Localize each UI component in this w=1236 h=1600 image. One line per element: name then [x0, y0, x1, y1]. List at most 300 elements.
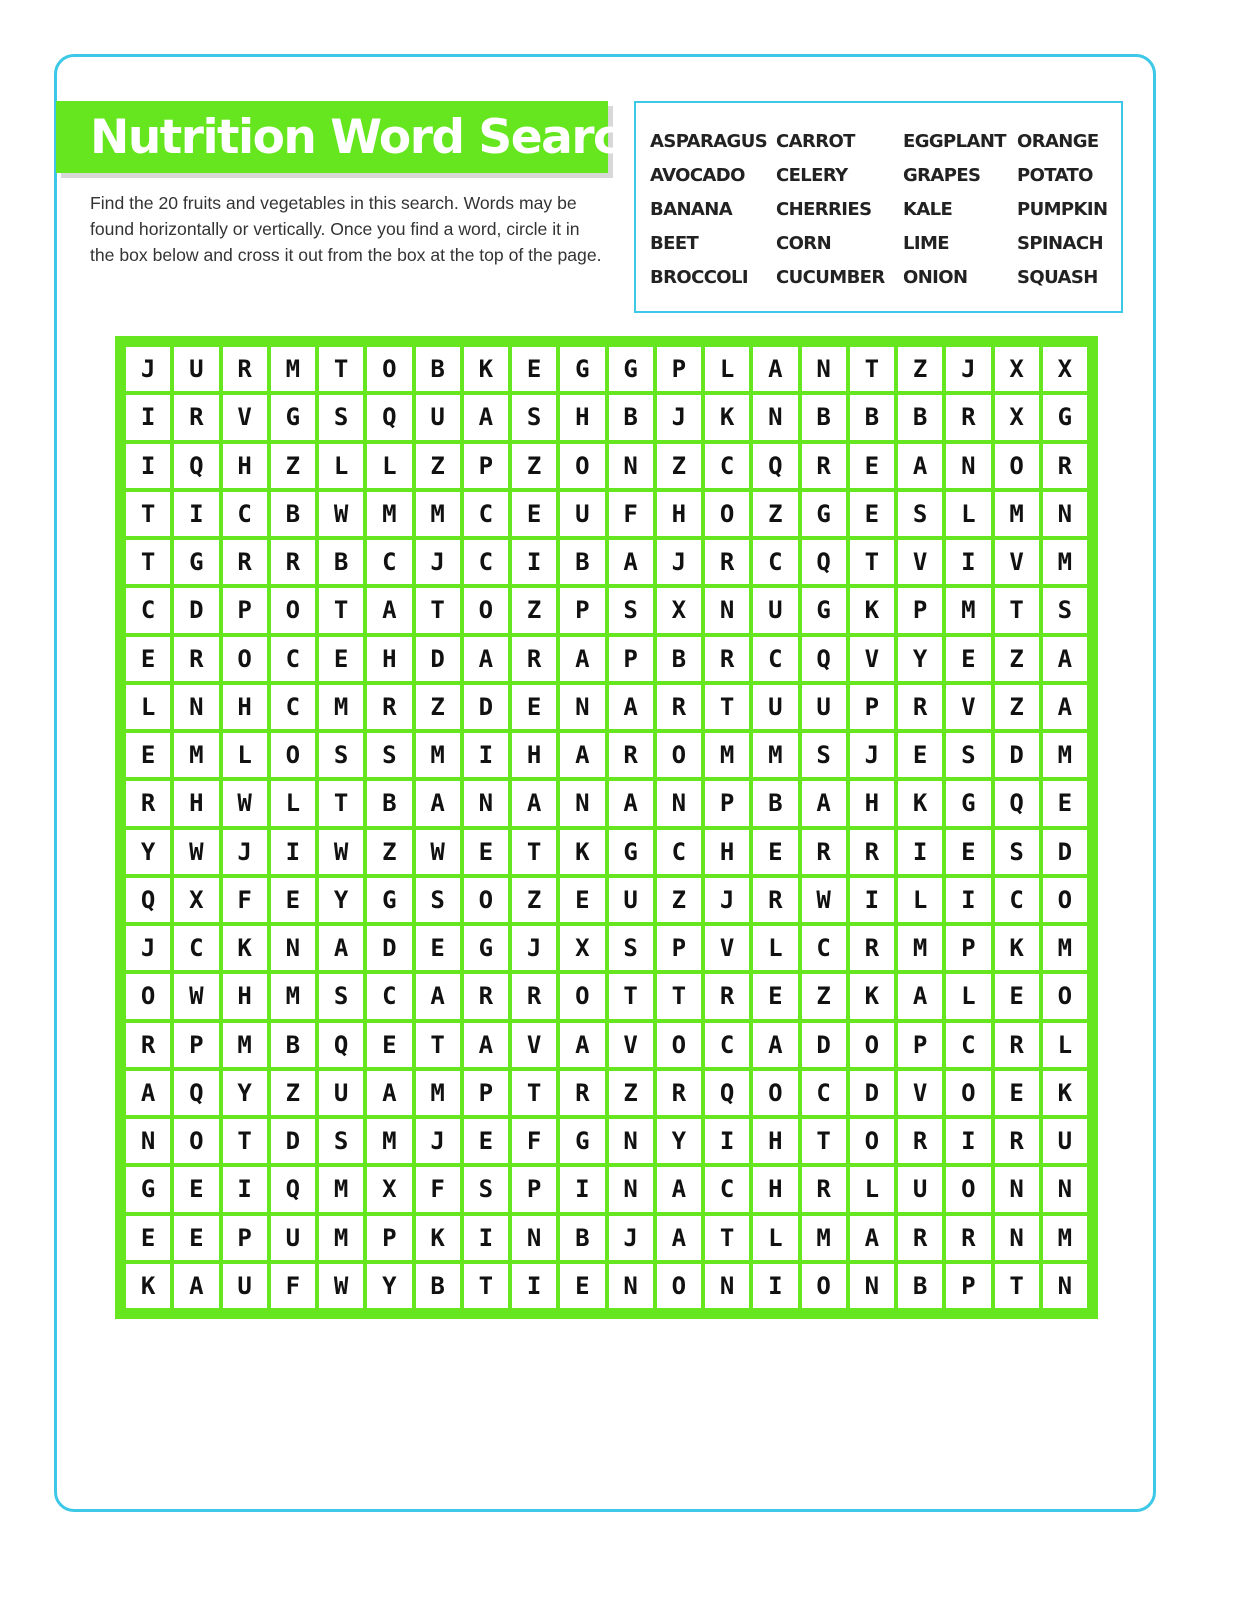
grid-cell[interactable]: R	[850, 830, 894, 874]
grid-cell[interactable]: S	[319, 1119, 363, 1163]
grid-cell[interactable]: R	[223, 347, 267, 391]
grid-cell[interactable]: G	[609, 830, 653, 874]
grid-cell[interactable]: F	[609, 492, 653, 536]
grid-cell[interactable]: Q	[995, 781, 1039, 825]
grid-cell[interactable]: A	[560, 733, 604, 777]
grid-cell[interactable]: K	[705, 395, 749, 439]
grid-cell[interactable]: Z	[802, 974, 846, 1018]
grid-cell[interactable]: D	[174, 588, 218, 632]
grid-cell[interactable]: J	[512, 926, 556, 970]
grid-cell[interactable]: U	[898, 1167, 942, 1211]
grid-cell[interactable]: A	[850, 1216, 894, 1260]
grid-cell[interactable]: A	[464, 395, 508, 439]
grid-cell[interactable]: B	[271, 492, 315, 536]
grid-cell[interactable]: M	[367, 1119, 411, 1163]
grid-cell[interactable]: R	[995, 1119, 1039, 1163]
grid-cell[interactable]: R	[753, 878, 797, 922]
grid-cell[interactable]: B	[560, 540, 604, 584]
grid-cell[interactable]: P	[946, 926, 990, 970]
word-bank-item[interactable]: CHERRIES	[776, 199, 872, 220]
grid-cell[interactable]: E	[174, 1216, 218, 1260]
grid-cell[interactable]: R	[802, 1167, 846, 1211]
grid-cell[interactable]: C	[464, 540, 508, 584]
grid-cell[interactable]: G	[464, 926, 508, 970]
grid-cell[interactable]: E	[1043, 781, 1087, 825]
grid-cell[interactable]: Y	[223, 1071, 267, 1115]
grid-cell[interactable]: H	[560, 395, 604, 439]
grid-cell[interactable]: G	[271, 395, 315, 439]
grid-cell[interactable]: I	[753, 1264, 797, 1308]
grid-cell[interactable]: I	[512, 1264, 556, 1308]
grid-cell[interactable]: R	[560, 1071, 604, 1115]
grid-cell[interactable]: P	[512, 1167, 556, 1211]
grid-cell[interactable]: O	[657, 733, 701, 777]
grid-cell[interactable]: T	[416, 588, 460, 632]
grid-cell[interactable]: T	[850, 347, 894, 391]
grid-cell[interactable]: O	[223, 637, 267, 681]
grid-cell[interactable]: N	[609, 1264, 653, 1308]
grid-cell[interactable]: A	[898, 974, 942, 1018]
grid-cell[interactable]: K	[1043, 1071, 1087, 1115]
word-bank-item[interactable]: ASPARAGUS	[650, 131, 768, 152]
grid-cell[interactable]: R	[174, 395, 218, 439]
grid-cell[interactable]: R	[705, 637, 749, 681]
grid-cell[interactable]: D	[850, 1071, 894, 1115]
grid-cell[interactable]: B	[560, 1216, 604, 1260]
grid-cell[interactable]: B	[898, 1264, 942, 1308]
grid-cell[interactable]: M	[802, 1216, 846, 1260]
grid-cell[interactable]: Q	[174, 1071, 218, 1115]
grid-cell[interactable]: Z	[995, 637, 1039, 681]
grid-cell[interactable]: E	[126, 637, 170, 681]
grid-cell[interactable]: A	[416, 974, 460, 1018]
word-bank-item[interactable]: SPINACH	[1017, 233, 1103, 254]
grid-cell[interactable]: C	[367, 974, 411, 1018]
grid-cell[interactable]: C	[367, 540, 411, 584]
grid-cell[interactable]: I	[898, 830, 942, 874]
grid-cell[interactable]: Y	[319, 878, 363, 922]
grid-cell[interactable]: L	[946, 492, 990, 536]
grid-cell[interactable]: I	[946, 1119, 990, 1163]
grid-cell[interactable]: R	[126, 1023, 170, 1067]
grid-cell[interactable]: C	[223, 492, 267, 536]
grid-cell[interactable]: X	[1043, 347, 1087, 391]
grid-cell[interactable]: S	[367, 733, 411, 777]
grid-cell[interactable]: T	[512, 830, 556, 874]
grid-cell[interactable]: Z	[512, 588, 556, 632]
grid-cell[interactable]: L	[367, 444, 411, 488]
grid-cell[interactable]: L	[223, 733, 267, 777]
grid-cell[interactable]: E	[126, 1216, 170, 1260]
grid-cell[interactable]: U	[416, 395, 460, 439]
grid-cell[interactable]: P	[898, 1023, 942, 1067]
grid-cell[interactable]: G	[802, 588, 846, 632]
grid-cell[interactable]: M	[367, 492, 411, 536]
grid-cell[interactable]: O	[657, 1264, 701, 1308]
grid-cell[interactable]: R	[512, 974, 556, 1018]
grid-cell[interactable]: A	[898, 444, 942, 488]
grid-cell[interactable]: Y	[126, 830, 170, 874]
grid-cell[interactable]: E	[271, 878, 315, 922]
word-bank-item[interactable]: AVOCADO	[650, 165, 745, 186]
grid-cell[interactable]: M	[174, 733, 218, 777]
grid-cell[interactable]: P	[464, 444, 508, 488]
grid-cell[interactable]: C	[271, 637, 315, 681]
grid-cell[interactable]: K	[850, 974, 894, 1018]
grid-cell[interactable]: A	[126, 1071, 170, 1115]
grid-cell[interactable]: R	[898, 685, 942, 729]
grid-cell[interactable]: N	[753, 395, 797, 439]
word-bank-item[interactable]: SQUASH	[1017, 267, 1098, 288]
grid-cell[interactable]: C	[802, 1071, 846, 1115]
grid-cell[interactable]: W	[174, 974, 218, 1018]
grid-cell[interactable]: C	[464, 492, 508, 536]
grid-cell[interactable]: L	[850, 1167, 894, 1211]
grid-cell[interactable]: G	[1043, 395, 1087, 439]
grid-cell[interactable]: M	[416, 1071, 460, 1115]
grid-cell[interactable]: L	[126, 685, 170, 729]
grid-cell[interactable]: R	[609, 733, 653, 777]
grid-cell[interactable]: R	[802, 830, 846, 874]
grid-cell[interactable]: O	[705, 492, 749, 536]
grid-cell[interactable]: O	[174, 1119, 218, 1163]
grid-cell[interactable]: S	[609, 926, 653, 970]
grid-cell[interactable]: Q	[271, 1167, 315, 1211]
grid-cell[interactable]: N	[560, 685, 604, 729]
grid-cell[interactable]: L	[753, 926, 797, 970]
grid-cell[interactable]: N	[174, 685, 218, 729]
grid-cell[interactable]: Q	[753, 444, 797, 488]
grid-cell[interactable]: E	[512, 492, 556, 536]
grid-cell[interactable]: Z	[512, 444, 556, 488]
grid-cell[interactable]: A	[464, 637, 508, 681]
grid-cell[interactable]: A	[512, 781, 556, 825]
grid-cell[interactable]: T	[705, 685, 749, 729]
grid-cell[interactable]: C	[271, 685, 315, 729]
word-bank-item[interactable]: LIME	[903, 233, 949, 254]
grid-cell[interactable]: W	[319, 492, 363, 536]
grid-cell[interactable]: R	[271, 540, 315, 584]
grid-cell[interactable]: V	[705, 926, 749, 970]
grid-cell[interactable]: B	[416, 1264, 460, 1308]
grid-cell[interactable]: B	[319, 540, 363, 584]
grid-cell[interactable]: W	[174, 830, 218, 874]
grid-cell[interactable]: D	[271, 1119, 315, 1163]
grid-cell[interactable]: T	[657, 974, 701, 1018]
grid-cell[interactable]: H	[657, 492, 701, 536]
grid-cell[interactable]: E	[753, 830, 797, 874]
grid-cell[interactable]: J	[416, 1119, 460, 1163]
grid-cell[interactable]: E	[126, 733, 170, 777]
grid-cell[interactable]: Z	[753, 492, 797, 536]
grid-cell[interactable]: A	[367, 1071, 411, 1115]
word-bank-item[interactable]: BEET	[650, 233, 699, 254]
grid-cell[interactable]: O	[271, 733, 315, 777]
grid-cell[interactable]: I	[126, 395, 170, 439]
grid-cell[interactable]: D	[367, 926, 411, 970]
grid-cell[interactable]: F	[512, 1119, 556, 1163]
grid-cell[interactable]: U	[802, 685, 846, 729]
grid-cell[interactable]: O	[367, 347, 411, 391]
grid-cell[interactable]: U	[223, 1264, 267, 1308]
grid-cell[interactable]: N	[1043, 1167, 1087, 1211]
grid-cell[interactable]: Z	[898, 347, 942, 391]
grid-cell[interactable]: A	[657, 1216, 701, 1260]
grid-cell[interactable]: W	[319, 830, 363, 874]
grid-cell[interactable]: M	[753, 733, 797, 777]
grid-cell[interactable]: E	[946, 637, 990, 681]
grid-cell[interactable]: I	[946, 878, 990, 922]
grid-cell[interactable]: C	[657, 830, 701, 874]
word-bank-item[interactable]: CORN	[776, 233, 832, 254]
grid-cell[interactable]: J	[609, 1216, 653, 1260]
grid-cell[interactable]: N	[1043, 1264, 1087, 1308]
grid-cell[interactable]: B	[898, 395, 942, 439]
word-bank-item[interactable]: BANANA	[650, 199, 733, 220]
grid-cell[interactable]: R	[512, 637, 556, 681]
grid-cell[interactable]: P	[898, 588, 942, 632]
grid-cell[interactable]: U	[271, 1216, 315, 1260]
grid-cell[interactable]: V	[898, 1071, 942, 1115]
grid-cell[interactable]: T	[850, 540, 894, 584]
word-bank-item[interactable]: ONION	[903, 267, 968, 288]
grid-cell[interactable]: M	[319, 1167, 363, 1211]
grid-cell[interactable]: K	[995, 926, 1039, 970]
grid-cell[interactable]: M	[223, 1023, 267, 1067]
grid-cell[interactable]: Q	[126, 878, 170, 922]
grid-cell[interactable]: E	[416, 926, 460, 970]
grid-cell[interactable]: F	[223, 878, 267, 922]
word-bank-item[interactable]: BROCCOLI	[650, 267, 748, 288]
grid-cell[interactable]: P	[560, 588, 604, 632]
grid-cell[interactable]: I	[850, 878, 894, 922]
grid-cell[interactable]: A	[319, 926, 363, 970]
grid-cell[interactable]: E	[319, 637, 363, 681]
grid-cell[interactable]: I	[126, 444, 170, 488]
grid-cell[interactable]: E	[898, 733, 942, 777]
grid-cell[interactable]: E	[850, 444, 894, 488]
grid-cell[interactable]: R	[802, 444, 846, 488]
grid-cell[interactable]: C	[753, 540, 797, 584]
grid-cell[interactable]: F	[416, 1167, 460, 1211]
grid-cell[interactable]: S	[319, 974, 363, 1018]
grid-cell[interactable]: N	[802, 347, 846, 391]
grid-cell[interactable]: I	[705, 1119, 749, 1163]
grid-cell[interactable]: A	[753, 347, 797, 391]
grid-cell[interactable]: M	[898, 926, 942, 970]
grid-cell[interactable]: R	[705, 540, 749, 584]
grid-cell[interactable]: T	[319, 781, 363, 825]
grid-cell[interactable]: C	[753, 637, 797, 681]
grid-cell[interactable]: J	[223, 830, 267, 874]
grid-cell[interactable]: L	[753, 1216, 797, 1260]
grid-cell[interactable]: U	[319, 1071, 363, 1115]
word-bank-item[interactable]: PUMPKIN	[1017, 199, 1108, 220]
grid-cell[interactable]: C	[705, 444, 749, 488]
grid-cell[interactable]: N	[657, 781, 701, 825]
grid-cell[interactable]: H	[367, 637, 411, 681]
grid-cell[interactable]: A	[367, 588, 411, 632]
word-bank-item[interactable]: EGGPLANT	[903, 131, 1006, 152]
grid-cell[interactable]: U	[753, 588, 797, 632]
word-bank-item[interactable]: CARROT	[776, 131, 855, 152]
grid-cell[interactable]: A	[802, 781, 846, 825]
grid-cell[interactable]: C	[995, 878, 1039, 922]
grid-cell[interactable]: N	[512, 1216, 556, 1260]
grid-cell[interactable]: S	[319, 395, 363, 439]
grid-cell[interactable]: K	[850, 588, 894, 632]
grid-cell[interactable]: J	[126, 347, 170, 391]
grid-cell[interactable]: C	[802, 926, 846, 970]
grid-cell[interactable]: X	[995, 395, 1039, 439]
grid-cell[interactable]: K	[464, 347, 508, 391]
grid-cell[interactable]: V	[898, 540, 942, 584]
grid-cell[interactable]: O	[271, 588, 315, 632]
grid-cell[interactable]: Q	[705, 1071, 749, 1115]
grid-cell[interactable]: T	[802, 1119, 846, 1163]
grid-cell[interactable]: J	[126, 926, 170, 970]
grid-cell[interactable]: G	[609, 347, 653, 391]
grid-cell[interactable]: R	[1043, 444, 1087, 488]
grid-cell[interactable]: E	[946, 830, 990, 874]
grid-cell[interactable]: O	[850, 1023, 894, 1067]
grid-cell[interactable]: N	[705, 1264, 749, 1308]
grid-cell[interactable]: Y	[898, 637, 942, 681]
grid-cell[interactable]: N	[995, 1167, 1039, 1211]
grid-cell[interactable]: E	[995, 1071, 1039, 1115]
grid-cell[interactable]: P	[464, 1071, 508, 1115]
grid-cell[interactable]: K	[416, 1216, 460, 1260]
grid-cell[interactable]: E	[174, 1167, 218, 1211]
grid-cell[interactable]: Q	[319, 1023, 363, 1067]
grid-cell[interactable]: M	[946, 588, 990, 632]
grid-cell[interactable]: R	[223, 540, 267, 584]
grid-cell[interactable]: V	[223, 395, 267, 439]
grid-cell[interactable]: U	[560, 492, 604, 536]
grid-cell[interactable]: I	[464, 733, 508, 777]
grid-cell[interactable]: H	[174, 781, 218, 825]
grid-cell[interactable]: G	[367, 878, 411, 922]
grid-cell[interactable]: B	[271, 1023, 315, 1067]
grid-cell[interactable]: T	[995, 588, 1039, 632]
grid-cell[interactable]: R	[705, 974, 749, 1018]
grid-cell[interactable]: A	[609, 540, 653, 584]
grid-cell[interactable]: W	[416, 830, 460, 874]
grid-cell[interactable]: J	[946, 347, 990, 391]
grid-cell[interactable]: M	[319, 685, 363, 729]
grid-cell[interactable]: Z	[271, 444, 315, 488]
grid-cell[interactable]: I	[560, 1167, 604, 1211]
grid-cell[interactable]: A	[416, 781, 460, 825]
grid-cell[interactable]: P	[223, 588, 267, 632]
grid-cell[interactable]: R	[174, 637, 218, 681]
grid-cell[interactable]: L	[898, 878, 942, 922]
word-bank-item[interactable]: CUCUMBER	[776, 267, 885, 288]
grid-cell[interactable]: U	[174, 347, 218, 391]
grid-cell[interactable]: Z	[271, 1071, 315, 1115]
grid-cell[interactable]: W	[802, 878, 846, 922]
grid-cell[interactable]: N	[609, 444, 653, 488]
grid-cell[interactable]: I	[223, 1167, 267, 1211]
grid-cell[interactable]: N	[995, 1216, 1039, 1260]
grid-cell[interactable]: A	[560, 637, 604, 681]
grid-cell[interactable]: Q	[367, 395, 411, 439]
grid-cell[interactable]: A	[657, 1167, 701, 1211]
grid-cell[interactable]: V	[512, 1023, 556, 1067]
grid-cell[interactable]: E	[512, 347, 556, 391]
grid-cell[interactable]: Q	[174, 444, 218, 488]
grid-cell[interactable]: L	[946, 974, 990, 1018]
grid-cell[interactable]: H	[753, 1167, 797, 1211]
grid-cell[interactable]: V	[946, 685, 990, 729]
grid-cell[interactable]: T	[416, 1023, 460, 1067]
word-bank-item[interactable]: KALE	[903, 199, 953, 220]
grid-cell[interactable]: K	[898, 781, 942, 825]
grid-cell[interactable]: G	[802, 492, 846, 536]
grid-cell[interactable]: N	[609, 1167, 653, 1211]
grid-cell[interactable]: R	[464, 974, 508, 1018]
grid-cell[interactable]: E	[464, 1119, 508, 1163]
grid-cell[interactable]: G	[946, 781, 990, 825]
grid-cell[interactable]: U	[609, 878, 653, 922]
grid-cell[interactable]: A	[609, 685, 653, 729]
grid-cell[interactable]: P	[850, 685, 894, 729]
grid-cell[interactable]: D	[464, 685, 508, 729]
grid-cell[interactable]: M	[1043, 540, 1087, 584]
grid-cell[interactable]: E	[560, 1264, 604, 1308]
grid-cell[interactable]: C	[705, 1023, 749, 1067]
grid-cell[interactable]: R	[657, 685, 701, 729]
grid-cell[interactable]: N	[609, 1119, 653, 1163]
grid-cell[interactable]: O	[802, 1264, 846, 1308]
grid-cell[interactable]: X	[174, 878, 218, 922]
grid-cell[interactable]: A	[1043, 637, 1087, 681]
grid-cell[interactable]: D	[802, 1023, 846, 1067]
grid-cell[interactable]: H	[223, 685, 267, 729]
grid-cell[interactable]: N	[850, 1264, 894, 1308]
grid-cell[interactable]: L	[705, 347, 749, 391]
grid-cell[interactable]: A	[609, 781, 653, 825]
grid-cell[interactable]: R	[946, 1216, 990, 1260]
grid-cell[interactable]: O	[753, 1071, 797, 1115]
grid-cell[interactable]: Z	[657, 878, 701, 922]
word-bank-item[interactable]: POTATO	[1017, 165, 1093, 186]
grid-cell[interactable]: R	[898, 1119, 942, 1163]
grid-cell[interactable]: Z	[995, 685, 1039, 729]
grid-cell[interactable]: O	[995, 444, 1039, 488]
grid-cell[interactable]: I	[464, 1216, 508, 1260]
grid-cell[interactable]: J	[657, 395, 701, 439]
grid-cell[interactable]: O	[657, 1023, 701, 1067]
grid-cell[interactable]: P	[705, 781, 749, 825]
grid-cell[interactable]: T	[319, 588, 363, 632]
grid-cell[interactable]: T	[126, 492, 170, 536]
grid-cell[interactable]: Q	[802, 540, 846, 584]
grid-cell[interactable]: O	[464, 878, 508, 922]
grid-cell[interactable]: B	[753, 781, 797, 825]
grid-cell[interactable]: G	[174, 540, 218, 584]
grid-cell[interactable]: R	[946, 395, 990, 439]
grid-cell[interactable]: E	[850, 492, 894, 536]
grid-cell[interactable]: T	[995, 1264, 1039, 1308]
grid-cell[interactable]: A	[1043, 685, 1087, 729]
grid-cell[interactable]: A	[464, 1023, 508, 1067]
grid-cell[interactable]: E	[560, 878, 604, 922]
grid-cell[interactable]: L	[1043, 1023, 1087, 1067]
grid-cell[interactable]: O	[560, 444, 604, 488]
grid-cell[interactable]: W	[223, 781, 267, 825]
grid-cell[interactable]: H	[512, 733, 556, 777]
